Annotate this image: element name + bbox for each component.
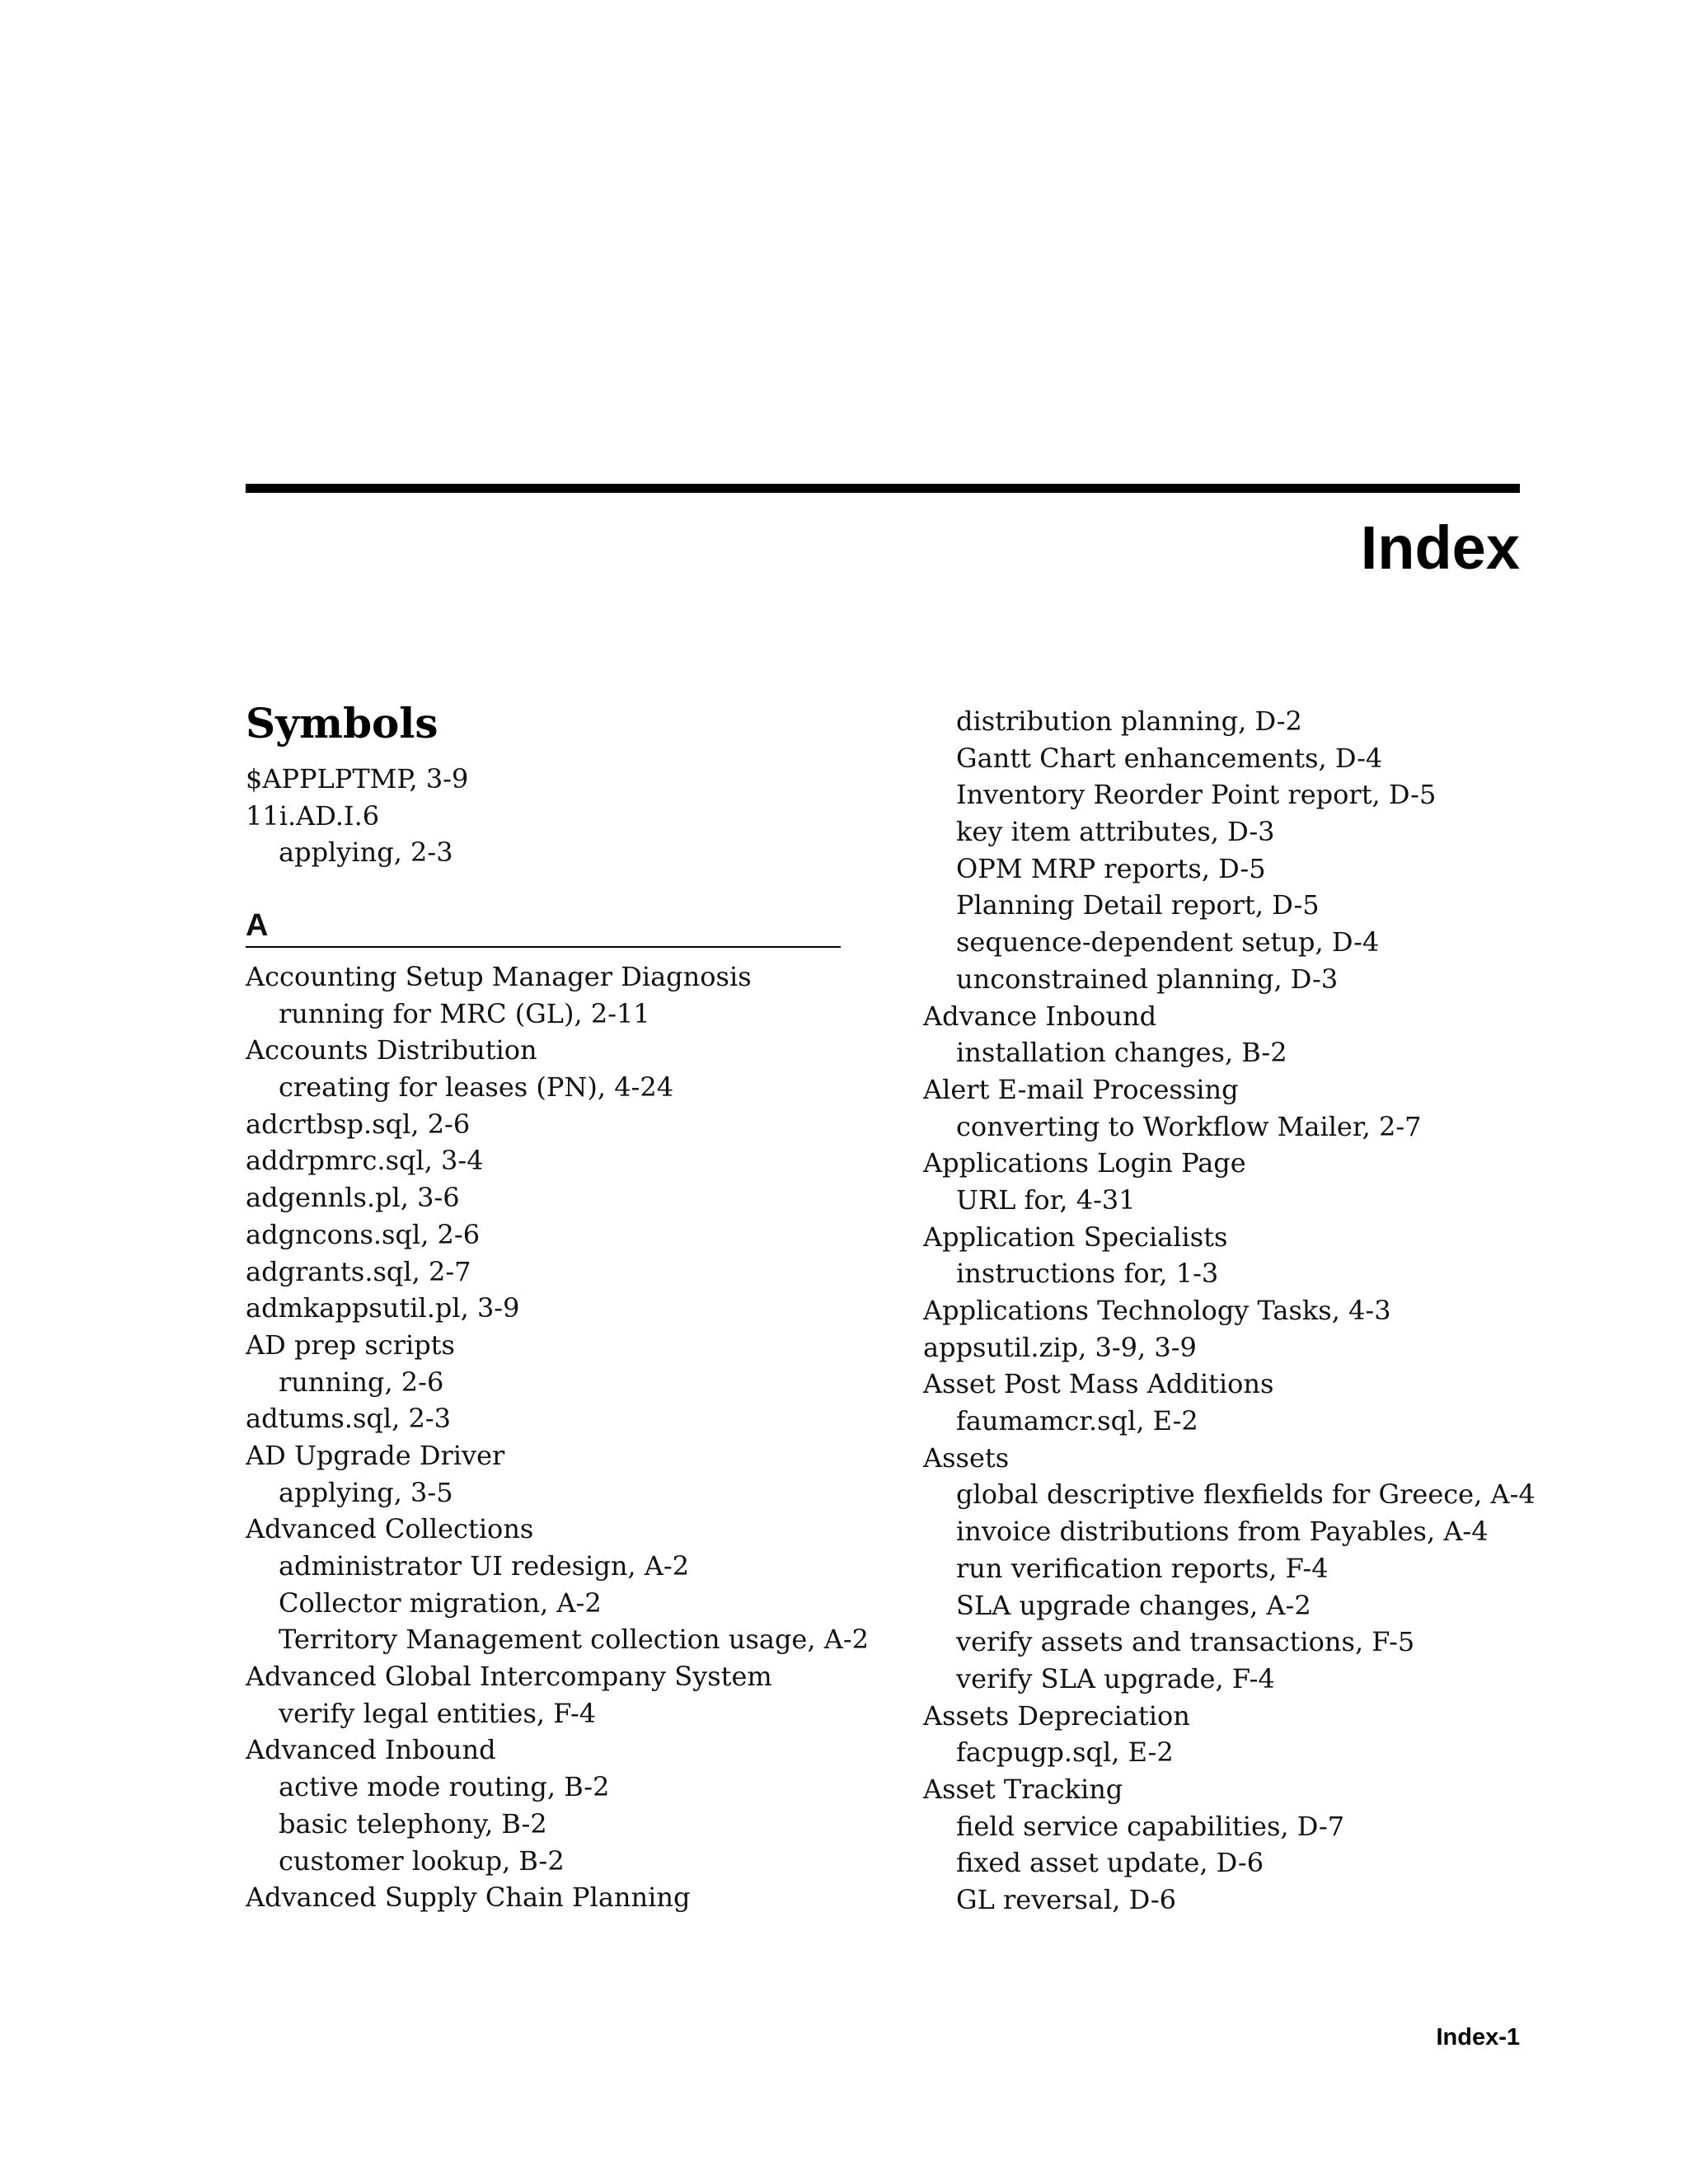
index-entry: Advanced Collections: [246, 1513, 534, 1545]
index-subentry: applying, 3-5: [279, 1476, 453, 1508]
index-subentry: running, 2-6: [279, 1366, 444, 1398]
index-subentry: global descriptive flexfields for Greece, A-4: [956, 1479, 1536, 1511]
chapter-title: Index: [1360, 513, 1520, 582]
index-subentry: facpugp.sql, E-2: [956, 1736, 1174, 1769]
index-entry: Asset Post Mass Additions: [923, 1368, 1274, 1400]
index-subentry: administrator UI redesign, A-2: [279, 1550, 690, 1582]
index-subentry: SLA upgrade changes, A-2: [956, 1589, 1311, 1621]
index-entry: adgncons.sql, 2-6: [246, 1218, 481, 1250]
symbols-entries: [246, 761, 468, 871]
index-entry: AD Upgrade Driver: [246, 1439, 505, 1471]
index-entry: adgrants.sql, 2-7: [246, 1255, 471, 1287]
index-subentry: Gantt Chart enhancements, D-4: [956, 742, 1383, 774]
index-entry: Applications Login Page: [923, 1147, 1246, 1179]
index-subentry: faumamcr.sql, E-2: [956, 1405, 1198, 1437]
index-subentry: installation changes, B-2: [956, 1037, 1287, 1069]
index-entry: Alert E-mail Processing: [923, 1073, 1239, 1105]
index-subentry: unconstrained planning, D-3: [956, 963, 1339, 995]
index-entry: adtums.sql, 2-3: [246, 1403, 451, 1435]
index-entry: Advanced Global Intercompany System: [246, 1661, 772, 1693]
index-subentry: verify legal entities, F-4: [279, 1697, 597, 1729]
index-subentry: Inventory Reorder Point report, D-5: [956, 779, 1437, 811]
index-subentry: verify assets and transactions, F-5: [956, 1626, 1415, 1658]
index-subentry: Territory Management collection usage, A-2: [279, 1624, 869, 1656]
index-entry: Advanced Supply Chain Planning: [246, 1882, 691, 1914]
index-entry: Accounts Distribution: [246, 1034, 537, 1066]
index-subentry: basic telephony, B-2: [279, 1807, 547, 1840]
index-entry: Accounting Setup Manager Diagnosis: [246, 961, 752, 992]
index-entry: Applications Technology Tasks, 4-3: [923, 1295, 1391, 1326]
index-entry: appsutil.zip, 3-9, 3-9: [923, 1331, 1197, 1363]
index-subentry: active mode routing, B-2: [279, 1771, 610, 1803]
index-entry: Advance Inbound: [923, 1000, 1157, 1032]
index-subentry: verify SLA upgrade, F-4: [956, 1662, 1275, 1694]
section-a-letter: A: [246, 908, 269, 943]
index-subentry: instructions for, 1-3: [956, 1258, 1219, 1290]
index-entry: addrpmrc.sql, 3-4: [246, 1145, 484, 1177]
index-subentry: URL for, 4-31: [956, 1183, 1136, 1216]
index-subentry: distribution planning, D-2: [956, 705, 1302, 737]
index-subentry: OPM MRP reports, D-5: [956, 852, 1266, 884]
index-entry: $APPLPTMP, 3-9: [246, 763, 469, 794]
chapter-rule: [246, 484, 1520, 493]
index-entry: Advanced Inbound: [246, 1734, 496, 1766]
index-subentry: converting to Workflow Mailer, 2-7: [956, 1110, 1422, 1142]
index-entry: Application Specialists: [923, 1221, 1228, 1253]
index-subentry: fixed asset update, D-6: [956, 1847, 1264, 1879]
index-subentry: run verification reports, F-4: [956, 1552, 1329, 1584]
index-entry: AD prep scripts: [246, 1329, 455, 1361]
index-entry: adcrtbsp.sql, 2-6: [246, 1108, 471, 1140]
index-subentry: GL reversal, D-6: [956, 1884, 1177, 1915]
section-a-left-entries: [246, 958, 869, 1916]
index-subentry: customer lookup, B-2: [279, 1844, 565, 1877]
index-subentry: applying, 2-3: [279, 837, 453, 869]
index-subentry: creating for leases (PN), 4-24: [279, 1071, 674, 1104]
index-subentry: Collector migration, A-2: [279, 1586, 602, 1619]
index-subentry: key item attributes, D-3: [956, 816, 1275, 848]
index-entry: Asset Tracking: [923, 1773, 1123, 1805]
section-a-heading: [246, 905, 841, 948]
index-subentry: running for MRC (GL), 2-11: [279, 997, 650, 1029]
index-entry: Assets: [923, 1441, 1010, 1474]
index-subentry: field service capabilities, D-7: [956, 1810, 1345, 1842]
index-entry: admkappsutil.pl, 3-9: [246, 1292, 520, 1324]
index-subentry: Planning Detail report, D-5: [956, 889, 1320, 921]
page-number: Index-1: [1436, 2024, 1520, 2050]
index-entry: 11i.AD.I.6: [246, 799, 380, 832]
index-subentry: invoice distributions from Payables, A-4: [956, 1516, 1489, 1548]
index-entry: adgennls.pl, 3-6: [246, 1182, 460, 1214]
index-entry: Assets Depreciation: [923, 1699, 1190, 1732]
index-subentry: sequence-dependent setup, D-4: [956, 926, 1380, 958]
symbols-heading: Symbols: [246, 699, 438, 748]
section-a-right-entries: [923, 703, 1536, 1919]
